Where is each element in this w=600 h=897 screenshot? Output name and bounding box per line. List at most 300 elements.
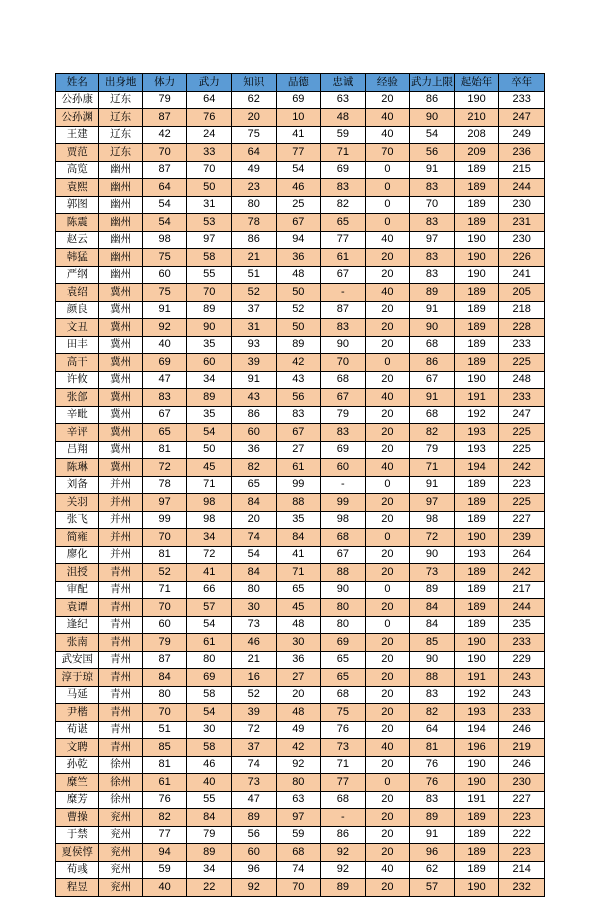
stat-cell[interactable]: 72	[142, 459, 187, 477]
stat-cell[interactable]: 73	[321, 739, 366, 757]
stat-cell[interactable]: 41	[276, 546, 321, 564]
stat-cell[interactable]: 76	[187, 109, 232, 127]
stat-cell[interactable]: 36	[276, 651, 321, 669]
stat-cell[interactable]: 189	[454, 301, 499, 319]
origin-cell[interactable]: 幽州	[99, 231, 142, 249]
stat-cell[interactable]: 80	[232, 196, 277, 214]
stat-cell[interactable]: 65	[321, 669, 366, 687]
stat-cell[interactable]: 72	[187, 546, 232, 564]
stat-cell[interactable]: 96	[410, 844, 455, 862]
origin-cell[interactable]: 幽州	[99, 161, 142, 179]
column-header[interactable]: 品德	[276, 74, 321, 92]
stat-cell[interactable]: 72	[232, 721, 277, 739]
stat-cell[interactable]: 190	[454, 529, 499, 547]
stat-cell[interactable]: 68	[321, 686, 366, 704]
stat-cell[interactable]: 55	[187, 266, 232, 284]
origin-cell[interactable]: 辽东	[99, 109, 142, 127]
stat-cell[interactable]: 218	[499, 301, 545, 319]
stat-cell[interactable]: 80	[187, 651, 232, 669]
stat-cell[interactable]: 189	[454, 494, 499, 512]
stat-cell[interactable]: 89	[232, 809, 277, 827]
stat-cell[interactable]: 77	[321, 774, 366, 792]
stat-cell[interactable]: 217	[499, 581, 545, 599]
stat-cell[interactable]: 264	[499, 546, 545, 564]
stat-cell[interactable]: 94	[276, 231, 321, 249]
stat-cell[interactable]: 48	[276, 616, 321, 634]
stat-cell[interactable]: 79	[142, 634, 187, 652]
stat-cell[interactable]: 196	[454, 739, 499, 757]
stat-cell[interactable]: 64	[142, 179, 187, 197]
stat-cell[interactable]: 40	[187, 774, 232, 792]
origin-cell[interactable]: 冀州	[99, 424, 142, 442]
stat-cell[interactable]: 20	[365, 319, 410, 337]
stat-cell[interactable]: 227	[499, 511, 545, 529]
origin-cell[interactable]: 青州	[99, 686, 142, 704]
stat-cell[interactable]: 79	[142, 91, 187, 109]
stat-cell[interactable]: 46	[187, 756, 232, 774]
stat-cell[interactable]: -	[321, 284, 366, 302]
stat-cell[interactable]: 61	[187, 634, 232, 652]
stat-cell[interactable]: 65	[321, 214, 366, 232]
stat-cell[interactable]: 20	[232, 109, 277, 127]
origin-cell[interactable]: 兖州	[99, 809, 142, 827]
stat-cell[interactable]: 225	[499, 424, 545, 442]
origin-cell[interactable]: 兖州	[99, 861, 142, 879]
origin-cell[interactable]: 青州	[99, 599, 142, 617]
stat-cell[interactable]: 68	[276, 844, 321, 862]
stat-cell[interactable]: 0	[365, 529, 410, 547]
stat-cell[interactable]: 52	[232, 284, 277, 302]
stat-cell[interactable]: 93	[232, 336, 277, 354]
name-cell[interactable]: 辛毗	[56, 406, 99, 424]
stat-cell[interactable]: 76	[142, 791, 187, 809]
stat-cell[interactable]: 69	[321, 441, 366, 459]
stat-cell[interactable]: 92	[232, 879, 277, 897]
stat-cell[interactable]: 56	[410, 144, 455, 162]
stat-cell[interactable]: 90	[321, 336, 366, 354]
stat-cell[interactable]: 41	[276, 126, 321, 144]
stat-cell[interactable]: 99	[321, 494, 366, 512]
stat-cell[interactable]: 229	[499, 651, 545, 669]
stat-cell[interactable]: 189	[454, 214, 499, 232]
stat-cell[interactable]: 58	[187, 249, 232, 267]
stat-cell[interactable]: 189	[454, 336, 499, 354]
stat-cell[interactable]: 86	[410, 354, 455, 372]
stat-cell[interactable]: 225	[499, 441, 545, 459]
origin-cell[interactable]: 并州	[99, 511, 142, 529]
stat-cell[interactable]: 90	[410, 319, 455, 337]
stat-cell[interactable]: 225	[499, 494, 545, 512]
origin-cell[interactable]: 幽州	[99, 214, 142, 232]
stat-cell[interactable]: 40	[365, 739, 410, 757]
stat-cell[interactable]: 190	[454, 91, 499, 109]
stat-cell[interactable]: 86	[232, 231, 277, 249]
name-cell[interactable]: 张南	[56, 634, 99, 652]
stat-cell[interactable]: 76	[410, 774, 455, 792]
stat-cell[interactable]: 30	[232, 599, 277, 617]
stat-cell[interactable]: 65	[276, 581, 321, 599]
stat-cell[interactable]: 74	[232, 756, 277, 774]
stat-cell[interactable]: 92	[321, 844, 366, 862]
stat-cell[interactable]: 66	[187, 581, 232, 599]
stat-cell[interactable]: 75	[142, 249, 187, 267]
name-cell[interactable]: 廖化	[56, 546, 99, 564]
stat-cell[interactable]: 20	[365, 441, 410, 459]
stat-cell[interactable]: 89	[187, 301, 232, 319]
stat-cell[interactable]: 73	[410, 564, 455, 582]
stat-cell[interactable]: 77	[142, 826, 187, 844]
stat-cell[interactable]: 71	[321, 144, 366, 162]
stat-cell[interactable]: 98	[142, 231, 187, 249]
origin-cell[interactable]: 幽州	[99, 179, 142, 197]
stat-cell[interactable]: 20	[365, 406, 410, 424]
stat-cell[interactable]: 0	[365, 581, 410, 599]
stat-cell[interactable]: 91	[410, 476, 455, 494]
stat-cell[interactable]: 67	[321, 389, 366, 407]
column-header[interactable]: 卒年	[499, 74, 545, 92]
origin-cell[interactable]: 冀州	[99, 354, 142, 372]
origin-cell[interactable]: 青州	[99, 704, 142, 722]
stat-cell[interactable]: 53	[187, 214, 232, 232]
stat-cell[interactable]: 75	[142, 284, 187, 302]
stat-cell[interactable]: 190	[454, 774, 499, 792]
name-cell[interactable]: 高览	[56, 161, 99, 179]
stat-cell[interactable]: 190	[454, 756, 499, 774]
stat-cell[interactable]: 70	[321, 354, 366, 372]
name-cell[interactable]: 简雍	[56, 529, 99, 547]
stat-cell[interactable]: 60	[142, 616, 187, 634]
stat-cell[interactable]: 20	[365, 494, 410, 512]
stat-cell[interactable]: 191	[454, 389, 499, 407]
stat-cell[interactable]: 91	[410, 301, 455, 319]
name-cell[interactable]: 贾范	[56, 144, 99, 162]
stat-cell[interactable]: 68	[410, 406, 455, 424]
stat-cell[interactable]: 233	[499, 634, 545, 652]
stat-cell[interactable]: 189	[454, 599, 499, 617]
origin-cell[interactable]: 冀州	[99, 284, 142, 302]
stat-cell[interactable]: 40	[365, 231, 410, 249]
origin-cell[interactable]: 并州	[99, 476, 142, 494]
stat-cell[interactable]: 189	[454, 179, 499, 197]
stat-cell[interactable]: 27	[276, 669, 321, 687]
name-cell[interactable]: 颜良	[56, 301, 99, 319]
stat-cell[interactable]: 190	[454, 371, 499, 389]
stat-cell[interactable]: 233	[499, 389, 545, 407]
stat-cell[interactable]: 20	[276, 686, 321, 704]
stat-cell[interactable]: 189	[454, 861, 499, 879]
name-cell[interactable]: 沮授	[56, 564, 99, 582]
stat-cell[interactable]: 60	[232, 424, 277, 442]
stat-cell[interactable]: 89	[187, 844, 232, 862]
stat-cell[interactable]: 91	[142, 301, 187, 319]
name-cell[interactable]: 审配	[56, 581, 99, 599]
stat-cell[interactable]: 70	[187, 161, 232, 179]
stat-cell[interactable]: 87	[142, 161, 187, 179]
stat-cell[interactable]: 40	[365, 459, 410, 477]
stat-cell[interactable]: 192	[454, 686, 499, 704]
stat-cell[interactable]: 68	[321, 529, 366, 547]
stat-cell[interactable]: 45	[276, 599, 321, 617]
stat-cell[interactable]: 97	[410, 494, 455, 512]
stat-cell[interactable]: 20	[365, 599, 410, 617]
stat-cell[interactable]: 61	[142, 774, 187, 792]
stat-cell[interactable]: 82	[142, 809, 187, 827]
stat-cell[interactable]: 225	[499, 354, 545, 372]
column-header[interactable]: 经验	[365, 74, 410, 92]
stat-cell[interactable]: 61	[276, 459, 321, 477]
stat-cell[interactable]: 97	[276, 809, 321, 827]
stat-cell[interactable]: 71	[142, 581, 187, 599]
stat-cell[interactable]: 230	[499, 196, 545, 214]
name-cell[interactable]: 田丰	[56, 336, 99, 354]
stat-cell[interactable]: 190	[454, 651, 499, 669]
stat-cell[interactable]: 83	[321, 424, 366, 442]
stat-cell[interactable]: -	[321, 809, 366, 827]
stat-cell[interactable]: 90	[321, 581, 366, 599]
stat-cell[interactable]: 20	[365, 791, 410, 809]
stat-cell[interactable]: 73	[232, 774, 277, 792]
stat-cell[interactable]: 65	[321, 651, 366, 669]
name-cell[interactable]: 赵云	[56, 231, 99, 249]
stat-cell[interactable]: 91	[232, 371, 277, 389]
name-cell[interactable]: 公孙渊	[56, 109, 99, 127]
name-cell[interactable]: 袁绍	[56, 284, 99, 302]
stat-cell[interactable]: 79	[321, 406, 366, 424]
stat-cell[interactable]: 0	[365, 161, 410, 179]
stat-cell[interactable]: 41	[187, 564, 232, 582]
column-header[interactable]: 知识	[232, 74, 277, 92]
stat-cell[interactable]: 20	[365, 704, 410, 722]
stat-cell[interactable]: 20	[365, 844, 410, 862]
stat-cell[interactable]: 20	[365, 721, 410, 739]
stat-cell[interactable]: 78	[232, 214, 277, 232]
stat-cell[interactable]: 20	[365, 336, 410, 354]
stat-cell[interactable]: 71	[187, 476, 232, 494]
stat-cell[interactable]: 50	[276, 284, 321, 302]
stat-cell[interactable]: 97	[187, 231, 232, 249]
stat-cell[interactable]: 48	[276, 704, 321, 722]
origin-cell[interactable]: 青州	[99, 739, 142, 757]
stat-cell[interactable]: 34	[187, 529, 232, 547]
stat-cell[interactable]: 209	[454, 144, 499, 162]
origin-cell[interactable]: 辽东	[99, 144, 142, 162]
stat-cell[interactable]: 210	[454, 109, 499, 127]
stat-cell[interactable]: 83	[142, 389, 187, 407]
stat-cell[interactable]: 58	[187, 739, 232, 757]
stat-cell[interactable]: 84	[232, 564, 277, 582]
stat-cell[interactable]: 40	[142, 879, 187, 897]
stat-cell[interactable]: 82	[321, 196, 366, 214]
stat-cell[interactable]: 68	[321, 371, 366, 389]
column-header[interactable]: 武力	[187, 74, 232, 92]
name-cell[interactable]: 孙乾	[56, 756, 99, 774]
stat-cell[interactable]: 99	[142, 511, 187, 529]
stat-cell[interactable]: 88	[410, 669, 455, 687]
stat-cell[interactable]: 227	[499, 791, 545, 809]
stat-cell[interactable]: 222	[499, 826, 545, 844]
stat-cell[interactable]: 88	[321, 564, 366, 582]
stat-cell[interactable]: 91	[410, 389, 455, 407]
stat-cell[interactable]: 51	[232, 266, 277, 284]
name-cell[interactable]: 袁熙	[56, 179, 99, 197]
origin-cell[interactable]: 冀州	[99, 371, 142, 389]
stat-cell[interactable]: 247	[499, 406, 545, 424]
stat-cell[interactable]: 233	[499, 336, 545, 354]
stat-cell[interactable]: 73	[232, 616, 277, 634]
name-cell[interactable]: 淳于琼	[56, 669, 99, 687]
stat-cell[interactable]: 40	[365, 861, 410, 879]
stat-cell[interactable]: 80	[276, 774, 321, 792]
stat-cell[interactable]: 69	[276, 91, 321, 109]
stat-cell[interactable]: 70	[142, 144, 187, 162]
stat-cell[interactable]: 96	[232, 861, 277, 879]
stat-cell[interactable]: 189	[454, 511, 499, 529]
stat-cell[interactable]: 39	[232, 354, 277, 372]
stat-cell[interactable]: 20	[365, 371, 410, 389]
name-cell[interactable]: 郭图	[56, 196, 99, 214]
stat-cell[interactable]: 67	[276, 214, 321, 232]
stat-cell[interactable]: 20	[365, 634, 410, 652]
name-cell[interactable]: 陈琳	[56, 459, 99, 477]
stat-cell[interactable]: 91	[410, 161, 455, 179]
origin-cell[interactable]: 冀州	[99, 301, 142, 319]
stat-cell[interactable]: 54	[142, 214, 187, 232]
stat-cell[interactable]: 189	[454, 161, 499, 179]
stat-cell[interactable]: 64	[410, 721, 455, 739]
stat-cell[interactable]: 65	[142, 424, 187, 442]
name-cell[interactable]: 袁谭	[56, 599, 99, 617]
name-cell[interactable]: 荀彧	[56, 861, 99, 879]
stat-cell[interactable]: 90	[410, 109, 455, 127]
column-header[interactable]: 起始年	[454, 74, 499, 92]
stat-cell[interactable]: 52	[276, 301, 321, 319]
origin-cell[interactable]: 兖州	[99, 879, 142, 897]
stat-cell[interactable]: 70	[142, 529, 187, 547]
stat-cell[interactable]: 57	[410, 879, 455, 897]
stat-cell[interactable]: 81	[142, 546, 187, 564]
stat-cell[interactable]: 89	[410, 809, 455, 827]
origin-cell[interactable]: 并州	[99, 529, 142, 547]
stat-cell[interactable]: 20	[232, 511, 277, 529]
stat-cell[interactable]: 70	[142, 599, 187, 617]
origin-cell[interactable]: 辽东	[99, 91, 142, 109]
stat-cell[interactable]: 48	[321, 109, 366, 127]
stat-cell[interactable]: 215	[499, 161, 545, 179]
stat-cell[interactable]: 31	[187, 196, 232, 214]
stat-cell[interactable]: 10	[276, 109, 321, 127]
origin-cell[interactable]: 青州	[99, 616, 142, 634]
name-cell[interactable]: 于禁	[56, 826, 99, 844]
stat-cell[interactable]: 20	[365, 651, 410, 669]
stat-cell[interactable]: 74	[232, 529, 277, 547]
name-cell[interactable]: 张飞	[56, 511, 99, 529]
stat-cell[interactable]: 63	[321, 91, 366, 109]
stat-cell[interactable]: 70	[276, 879, 321, 897]
stat-cell[interactable]: 82	[232, 459, 277, 477]
stat-cell[interactable]: 189	[454, 354, 499, 372]
stat-cell[interactable]: 52	[142, 564, 187, 582]
stat-cell[interactable]: 83	[410, 249, 455, 267]
stat-cell[interactable]: 0	[365, 774, 410, 792]
stat-cell[interactable]: 97	[410, 231, 455, 249]
stat-cell[interactable]: 79	[187, 826, 232, 844]
stat-cell[interactable]: 77	[321, 231, 366, 249]
stat-cell[interactable]: 20	[365, 826, 410, 844]
stat-cell[interactable]: 50	[187, 441, 232, 459]
stat-cell[interactable]: 247	[499, 109, 545, 127]
origin-cell[interactable]: 冀州	[99, 406, 142, 424]
stat-cell[interactable]: 40	[365, 389, 410, 407]
stat-cell[interactable]: 83	[410, 686, 455, 704]
stat-cell[interactable]: 190	[454, 879, 499, 897]
stat-cell[interactable]: 62	[232, 91, 277, 109]
stat-cell[interactable]: 56	[232, 826, 277, 844]
stat-cell[interactable]: 233	[499, 91, 545, 109]
stat-cell[interactable]: 67	[321, 266, 366, 284]
name-cell[interactable]: 尹楷	[56, 704, 99, 722]
stat-cell[interactable]: 0	[365, 196, 410, 214]
name-cell[interactable]: 程昱	[56, 879, 99, 897]
stat-cell[interactable]: 83	[410, 214, 455, 232]
stat-cell[interactable]: 99	[276, 476, 321, 494]
stat-cell[interactable]: 85	[142, 739, 187, 757]
stat-cell[interactable]: 189	[454, 581, 499, 599]
stat-cell[interactable]: 69	[187, 669, 232, 687]
stat-cell[interactable]: 97	[142, 494, 187, 512]
origin-cell[interactable]: 兖州	[99, 826, 142, 844]
stat-cell[interactable]: 81	[142, 756, 187, 774]
stat-cell[interactable]: 98	[410, 511, 455, 529]
stat-cell[interactable]: 59	[321, 126, 366, 144]
name-cell[interactable]: 公孙康	[56, 91, 99, 109]
stat-cell[interactable]: 230	[499, 774, 545, 792]
stat-cell[interactable]: 34	[187, 371, 232, 389]
stat-cell[interactable]: 70	[187, 284, 232, 302]
stat-cell[interactable]: 60	[187, 354, 232, 372]
stat-cell[interactable]: 35	[187, 406, 232, 424]
stat-cell[interactable]: 23	[232, 179, 277, 197]
stat-cell[interactable]: 33	[187, 144, 232, 162]
origin-cell[interactable]: 青州	[99, 581, 142, 599]
stat-cell[interactable]: 82	[410, 424, 455, 442]
stat-cell[interactable]: 92	[142, 319, 187, 337]
stat-cell[interactable]: 189	[454, 476, 499, 494]
stat-cell[interactable]: 83	[321, 179, 366, 197]
stat-cell[interactable]: 83	[410, 791, 455, 809]
stat-cell[interactable]: 84	[410, 599, 455, 617]
stat-cell[interactable]: 46	[232, 634, 277, 652]
stat-cell[interactable]: 81	[142, 441, 187, 459]
column-header[interactable]: 出身地	[99, 74, 142, 92]
stat-cell[interactable]: 83	[410, 179, 455, 197]
stat-cell[interactable]: 79	[410, 441, 455, 459]
stat-cell[interactable]: 20	[365, 511, 410, 529]
stat-cell[interactable]: 91	[410, 826, 455, 844]
stat-cell[interactable]: 243	[499, 669, 545, 687]
stat-cell[interactable]: 39	[232, 704, 277, 722]
stat-cell[interactable]: 27	[276, 441, 321, 459]
stat-cell[interactable]: 20	[365, 91, 410, 109]
stat-cell[interactable]: 236	[499, 144, 545, 162]
stat-cell[interactable]: 85	[410, 634, 455, 652]
stat-cell[interactable]: 71	[276, 564, 321, 582]
stat-cell[interactable]: 193	[454, 424, 499, 442]
stat-cell[interactable]: 78	[142, 476, 187, 494]
stat-cell[interactable]: 193	[454, 441, 499, 459]
stat-cell[interactable]: 37	[232, 301, 277, 319]
stat-cell[interactable]: 64	[187, 91, 232, 109]
stat-cell[interactable]: 70	[365, 144, 410, 162]
